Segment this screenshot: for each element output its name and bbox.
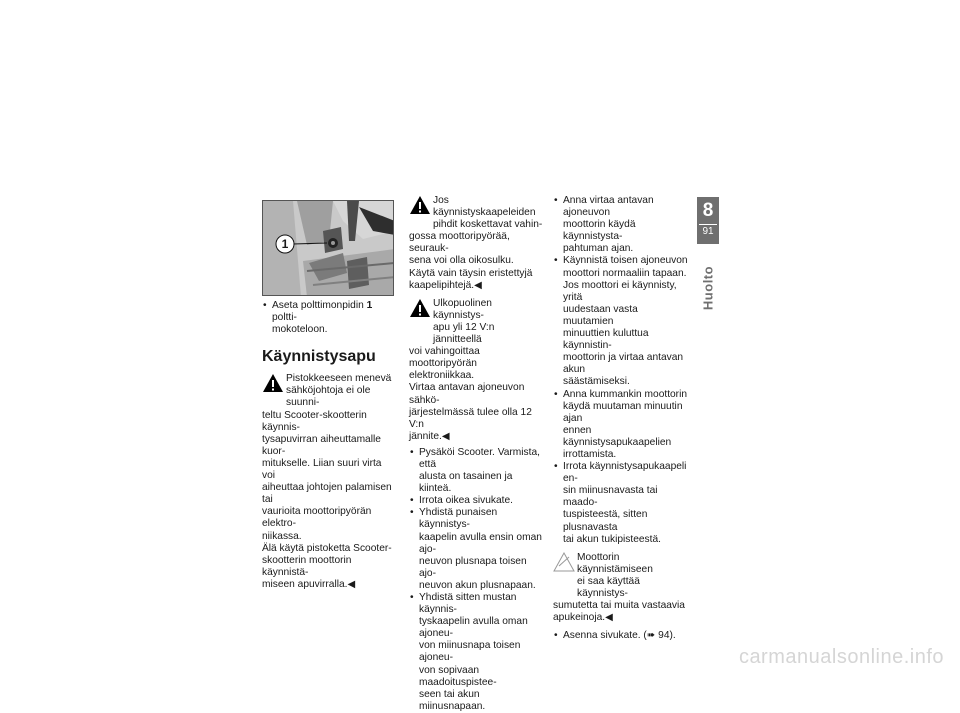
page-number: 91 bbox=[702, 226, 714, 237]
list-item: • Asenna sivukate. (➠ 94). bbox=[553, 630, 689, 642]
list-item: • Irrota käynnistysapukaapeli en- sin miinusnavasta tai maado- tuspisteestä, sitten plusnavasta tai akun tukipisteestä. bbox=[553, 461, 689, 546]
warning-note: Jos käynnistyskaapeleiden pihdit koskettavat vahin- gossa moottoripyörää, seurauk- sena voi olla oikosulku. Käytä vain täysin eristettyjä kaapelipihtejä.◀ bbox=[409, 195, 543, 291]
figure-callout: 1 bbox=[281, 237, 289, 251]
warning-note: Ulkopuolinen käynnistys- apu yli 12 V:n jännitteellä voi vahingoittaa moottoripyörän elektroniikkaa. Virtaa antavan ajoneuvon sähkö- järjestelmässä tulee olla 12 V:n jännite.◀ bbox=[409, 297, 532, 442]
list-item: • Pysäköi Scooter. Varmista, että alusta on tasainen ja kiinteä. bbox=[409, 447, 545, 495]
section-heading: Käynnistysapu bbox=[262, 348, 376, 366]
list-item: • Käynnistä toisen ajoneuvon moottori normaaliin tapaan. Jos moottori ei käynnisty, yritä uudestaan vasta muutamien minuuttien kuluttua käynnistin- moottorin ja virtaa antavan akun säästämiseksi. bbox=[553, 255, 689, 388]
warning-icon bbox=[409, 298, 431, 318]
step-list bbox=[262, 300, 394, 336]
warning-note: Pistokkeeseen menevä sähköjohtoja ei ole suunni- teltu Scooter-skootterin käynnis- tysapuvirran aiheuttamalle kuor- mitukselle. Liian suuri virta voi aiheuttaa johtojen palamisen tai vaurioita moottoripyörän elektro- niikassa. Älä käytä pistoketta Scooter- skootterin moottorin käynnistä- miseen apuvirralla.◀ bbox=[262, 373, 392, 590]
warning-icon bbox=[409, 195, 431, 215]
chapter-tab bbox=[697, 197, 719, 244]
chapter-title: Huolto bbox=[700, 265, 716, 311]
column-1 bbox=[262, 200, 394, 595]
list-item: • Aseta polttimonpidin 1 poltti- mokoteloon. bbox=[262, 300, 394, 336]
list-item: • Yhdistä sitten mustan käynnis- tyskaapelin avulla oman ajoneu- von miinusnapa toisen ajoneu- von sopivaan maadoituspistee- seen tai akun miinusnapaan. bbox=[409, 592, 545, 713]
list-item: • Irrota oikea sivukate. bbox=[409, 495, 545, 507]
note-triangle-icon bbox=[553, 552, 575, 572]
list-item: • Anna virtaa antavan ajoneuvon moottorin käydä käynnistysta- pahtuman ajan. bbox=[553, 195, 689, 255]
callout-ref: 1 bbox=[366, 300, 373, 311]
info-note: Moottorin käynnistämiseen ei saa käyttää käynnistys- sumutetta tai muita vastaavia apukeinoja.◀ bbox=[553, 551, 685, 624]
chapter-number: 8 bbox=[702, 200, 714, 221]
watermark: carmanualsonline.info bbox=[738, 646, 944, 668]
figure-photo bbox=[262, 200, 394, 296]
column-2 bbox=[409, 195, 545, 713]
step-list bbox=[553, 630, 689, 642]
step-list bbox=[553, 195, 689, 546]
warning-icon bbox=[262, 373, 284, 393]
list-item: • Yhdistä punaisen käynnistys- kaapelin avulla ensin oman ajo- neuvon plusnapa toisen ajo- neuvon akun plusnapaan. bbox=[409, 507, 545, 592]
step-list bbox=[409, 447, 545, 713]
list-item: • Anna kummankin moottorin käydä muutaman minuutin ajan ennen käynnistysapukaapelien irrottamista. bbox=[553, 389, 689, 462]
column-3 bbox=[553, 195, 689, 642]
divider bbox=[699, 224, 717, 225]
